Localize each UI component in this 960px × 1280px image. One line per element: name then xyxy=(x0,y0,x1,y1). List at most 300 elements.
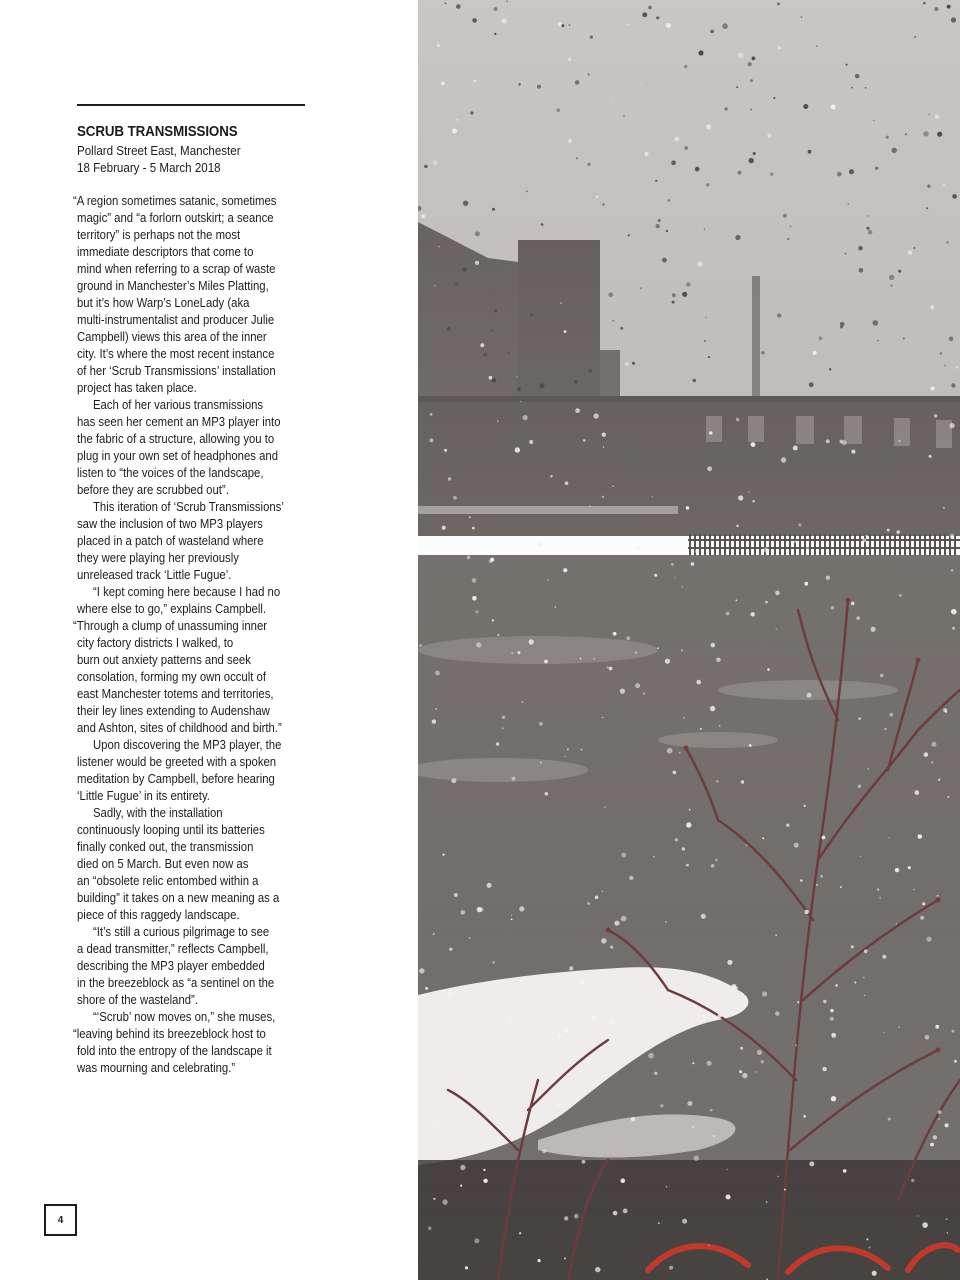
snowflake xyxy=(875,167,878,170)
snowflake xyxy=(816,45,818,47)
snowflake xyxy=(658,219,661,222)
snowflake xyxy=(777,1176,779,1178)
snowflake xyxy=(687,1101,692,1106)
snowflake xyxy=(625,362,629,366)
snowflake xyxy=(706,124,711,129)
snowflake xyxy=(951,569,953,571)
snowflake xyxy=(872,1271,877,1276)
snowflake xyxy=(495,310,497,312)
snowflake xyxy=(432,719,436,723)
article-line: was mourning and celebrating.” xyxy=(77,1061,236,1075)
snowflake xyxy=(748,491,750,493)
snowflake xyxy=(778,47,781,50)
snowflake xyxy=(502,727,504,729)
snowflake xyxy=(947,796,949,798)
snowflake xyxy=(835,984,838,987)
snowflake xyxy=(888,1118,891,1121)
snowflake xyxy=(917,1215,918,1216)
snowflake xyxy=(930,305,934,309)
snowflake xyxy=(710,1109,713,1112)
snowflake xyxy=(726,1195,731,1200)
snowflake xyxy=(707,1061,712,1066)
snowflake xyxy=(568,58,571,61)
article-line: “A region sometimes satanic, sometimes xyxy=(73,194,277,208)
snowflake xyxy=(569,966,573,970)
article-line: “I kept coming here because I had no xyxy=(93,585,281,599)
snowflake xyxy=(426,1013,427,1014)
snowflake xyxy=(631,1117,635,1121)
snowflake xyxy=(897,530,900,533)
article-line: continuously looping until its batteries xyxy=(77,823,265,837)
snowflake xyxy=(492,330,494,332)
snowflake xyxy=(517,387,521,391)
snowflake xyxy=(672,293,676,297)
snowflake xyxy=(711,643,716,648)
snowflake xyxy=(463,267,467,271)
snowflake xyxy=(784,1189,786,1191)
snowflake xyxy=(419,644,422,647)
snowflake xyxy=(454,893,458,897)
snowflake xyxy=(682,847,685,850)
snowflake xyxy=(797,1001,799,1003)
snowflake xyxy=(705,317,706,318)
snowflake xyxy=(830,1009,833,1012)
snowflake xyxy=(496,742,500,746)
snowflake xyxy=(775,934,777,936)
snowflake xyxy=(831,606,834,609)
snowflake xyxy=(472,527,475,530)
snowflake xyxy=(451,778,456,783)
snowflake xyxy=(613,632,617,636)
snowflake xyxy=(930,1143,934,1147)
snowflake xyxy=(595,1267,600,1272)
article-line: unreleased track ‘Little Fugue’. xyxy=(77,568,232,582)
snowflake xyxy=(483,1109,488,1114)
wasteland-photo xyxy=(418,0,960,1280)
snowflake xyxy=(666,1186,667,1187)
snowflake xyxy=(883,1032,885,1034)
snowflake xyxy=(523,415,528,420)
snowflake xyxy=(749,158,754,163)
snowflake xyxy=(805,910,809,914)
snowflake xyxy=(689,809,691,811)
snowflake xyxy=(690,1021,693,1024)
snowflake xyxy=(448,477,451,480)
snowflake xyxy=(851,87,853,89)
snowflake xyxy=(580,658,582,660)
snowflake xyxy=(475,261,479,265)
snowflake xyxy=(719,725,721,727)
snowflake xyxy=(620,327,623,330)
snowflake xyxy=(865,535,867,537)
snowflake xyxy=(761,351,764,354)
snowflake xyxy=(432,1121,437,1126)
snowflake xyxy=(658,1222,660,1224)
snowflake xyxy=(435,708,437,710)
snowflake xyxy=(707,466,712,471)
snowflake xyxy=(736,525,738,527)
snowflake xyxy=(763,547,768,552)
snowflake xyxy=(596,195,599,198)
snowflake xyxy=(867,227,870,230)
snowflake xyxy=(913,889,914,890)
snowflake xyxy=(563,568,567,572)
snowflake xyxy=(911,1179,914,1182)
snowflake xyxy=(603,447,604,448)
snowflake xyxy=(945,1123,949,1127)
article-line: the fabric of a structure, allowing you to xyxy=(77,432,275,446)
snowflake xyxy=(643,692,645,694)
snowflake xyxy=(648,1053,654,1059)
snowflake xyxy=(851,945,854,948)
snowflake xyxy=(469,516,471,518)
snowflake xyxy=(429,1063,432,1066)
snowflake xyxy=(519,83,521,85)
snowflake xyxy=(487,288,488,289)
snowflake xyxy=(806,547,808,549)
snowflake xyxy=(922,1222,928,1228)
snowflake xyxy=(564,1258,566,1260)
snowflake xyxy=(944,365,946,367)
snowflake xyxy=(656,224,660,228)
snowflake xyxy=(928,114,930,116)
snowflake xyxy=(695,549,699,553)
article-line: listener would be greeted with a spoken xyxy=(77,755,277,769)
snowflake xyxy=(880,674,883,677)
snowflake xyxy=(945,710,947,712)
snowflake xyxy=(692,1062,694,1064)
snowflake xyxy=(588,74,590,76)
snowflake xyxy=(738,171,742,175)
snowflake xyxy=(443,854,445,856)
snowflake xyxy=(950,423,955,428)
snowflake xyxy=(445,3,447,5)
snowflake xyxy=(540,762,542,764)
article-line: immediate descriptors that come to xyxy=(77,245,254,259)
snowflake xyxy=(453,496,457,500)
snowflake xyxy=(843,1169,847,1173)
article-title: SCRUB TRANSMISSIONS xyxy=(77,124,238,140)
article-line: piece of this raggedy landscape. xyxy=(77,908,240,922)
snowflake xyxy=(693,379,696,382)
snowflake xyxy=(655,180,657,182)
snowflake xyxy=(738,495,743,500)
snowflake xyxy=(803,104,808,109)
snowflake xyxy=(581,749,583,751)
snowflake xyxy=(956,366,959,369)
snowflake xyxy=(504,1052,508,1056)
snowflake xyxy=(671,160,676,165)
snowflake xyxy=(683,717,685,719)
snowflake xyxy=(830,1017,834,1021)
snowflake xyxy=(560,302,562,304)
article-line: fold into the entropy of the landscape it xyxy=(77,1044,272,1058)
title-rule xyxy=(77,104,305,106)
snowflake xyxy=(556,108,560,112)
article-line: their ley lines extending to Audenshaw xyxy=(77,704,270,718)
snowflake xyxy=(846,64,848,66)
snowflake xyxy=(879,897,881,899)
snowflake xyxy=(671,563,674,566)
snowflake xyxy=(629,876,633,880)
article-line: has seen her cement an MP3 player into xyxy=(77,415,281,429)
snowflake xyxy=(544,660,548,664)
snowflake xyxy=(624,1005,627,1008)
snowflake xyxy=(761,1060,764,1063)
snowflake xyxy=(858,246,863,251)
snowflake xyxy=(886,136,889,139)
snowflake xyxy=(674,577,675,578)
snowflake xyxy=(691,562,694,565)
snowflake xyxy=(452,129,457,134)
snowflake xyxy=(951,609,957,615)
snowflake xyxy=(490,558,494,562)
article-line: before they are scrubbed out”. xyxy=(77,483,229,497)
snowflake xyxy=(701,914,706,919)
snowflake xyxy=(635,651,638,654)
article-dates: 18 February - 5 March 2018 xyxy=(77,161,221,175)
article-line: but it’s how Warp’s LoneLady (aka xyxy=(77,296,250,310)
snowflake xyxy=(800,16,802,18)
snowflake xyxy=(564,1029,569,1034)
snowflake xyxy=(938,1110,942,1114)
snowflake xyxy=(931,762,933,764)
snowflake xyxy=(800,879,803,882)
snowflake xyxy=(472,18,477,23)
snowflake xyxy=(845,253,847,255)
snowflake xyxy=(908,866,911,869)
snowflake xyxy=(857,616,860,619)
snowflake xyxy=(735,235,740,240)
snowflake xyxy=(430,439,434,443)
snowflake xyxy=(884,728,886,730)
snowflake xyxy=(583,439,586,442)
snowflake xyxy=(519,906,524,911)
snowflake xyxy=(773,97,775,99)
snowflake xyxy=(823,1000,826,1003)
snowflake xyxy=(469,937,471,939)
article-line: ‘Little Fugue’ in its entirety. xyxy=(77,789,210,803)
snowflake xyxy=(480,343,484,347)
snowflake xyxy=(575,80,579,84)
article-line: finally conked out, the transmission xyxy=(77,840,254,854)
snowflake xyxy=(933,1135,937,1139)
article-line: consolation, forming my own occult of xyxy=(77,670,266,684)
snowflake xyxy=(507,352,510,355)
snowflake xyxy=(686,282,690,286)
snowflake xyxy=(709,431,712,434)
snowflake xyxy=(511,1025,514,1028)
article-line: died on 5 March. But even now as xyxy=(77,857,249,871)
snowflake xyxy=(748,62,752,66)
snowflake xyxy=(871,627,876,632)
snowflake xyxy=(767,668,770,671)
snowflake xyxy=(621,853,626,858)
article-line: of her ‘Scrub Transmissions’ installation xyxy=(77,364,276,378)
snowflake xyxy=(775,628,777,630)
snowflake xyxy=(564,756,565,757)
snowflake xyxy=(940,352,943,355)
snowflake xyxy=(908,250,913,255)
snowflake xyxy=(819,337,823,341)
article-line: territory” is perhaps not the most xyxy=(77,228,241,242)
snowflake xyxy=(465,1266,468,1269)
snowflake xyxy=(851,450,855,454)
snowflake xyxy=(935,7,939,11)
snowflake xyxy=(795,1044,797,1046)
snowflake xyxy=(574,380,577,383)
snowflake xyxy=(529,440,533,444)
snowflake xyxy=(492,619,495,622)
snowflake xyxy=(656,16,659,19)
snowflake xyxy=(954,1060,957,1063)
snowflake xyxy=(822,836,826,840)
snowflake xyxy=(710,30,714,34)
snowflake xyxy=(506,0,508,2)
snowflake xyxy=(715,859,717,861)
snowflake xyxy=(937,895,939,897)
article-line: meditation by Campbell, before hearing xyxy=(77,772,275,786)
snowflake xyxy=(550,475,552,477)
snowflake xyxy=(474,80,476,82)
snowflake xyxy=(750,109,752,111)
snowflake xyxy=(424,165,427,168)
article-line: where else to go,” explains Campbell. xyxy=(77,602,267,616)
snowflake xyxy=(674,137,679,142)
snowflake xyxy=(702,983,706,987)
snowflake xyxy=(708,356,710,358)
snowflake xyxy=(607,666,609,668)
snowflake xyxy=(489,1142,491,1144)
snowflake xyxy=(477,907,482,912)
snowflake xyxy=(654,574,657,577)
snowflake xyxy=(487,883,492,888)
snowflake xyxy=(614,921,619,926)
snowflake xyxy=(494,33,496,35)
snowflake xyxy=(497,634,499,636)
article-line: “It’s still a curious pilgrimage to see xyxy=(93,925,270,939)
snowflake xyxy=(923,2,926,5)
snowflake xyxy=(935,114,939,118)
article-location: Pollard Street East, Manchester xyxy=(77,144,241,158)
snowflake xyxy=(519,1232,521,1234)
snowflake xyxy=(587,902,590,905)
snowflake xyxy=(868,230,873,235)
snowflake xyxy=(858,785,862,789)
snowflake xyxy=(475,1128,478,1131)
snowflake xyxy=(636,545,641,550)
snow-scene-illustration xyxy=(418,0,960,1280)
snowflake xyxy=(621,1178,626,1183)
article-line: listen to “the voices of the landscape, xyxy=(77,466,264,480)
article-line: a dead transmitter,” reflects Campbell, xyxy=(77,942,269,956)
snowflake xyxy=(476,642,481,647)
article-line: an “obsolete relic entombed within a xyxy=(77,874,259,888)
snowflake xyxy=(526,190,528,192)
snowflake xyxy=(938,779,941,782)
snowflake xyxy=(736,86,738,88)
snowflake xyxy=(809,1161,814,1166)
article-line: “leaving behind its breezeblock host to xyxy=(73,1027,266,1041)
snowflake xyxy=(831,105,836,110)
snowflake xyxy=(583,1026,585,1028)
article-line: “Through a clump of unassuming inner xyxy=(73,619,268,633)
snowflake xyxy=(708,190,709,191)
snowflake xyxy=(877,889,879,891)
snowflake xyxy=(749,744,752,747)
snowflake xyxy=(862,538,866,542)
snowflake xyxy=(807,693,812,698)
snowflake xyxy=(718,1013,722,1017)
snowflake xyxy=(684,65,687,68)
snowflake xyxy=(568,24,570,26)
snowflake xyxy=(447,991,452,996)
snowflake xyxy=(793,446,798,451)
snowflake xyxy=(515,447,520,452)
snowflake xyxy=(642,12,647,17)
snowflake xyxy=(474,1238,479,1243)
snowflake xyxy=(859,718,861,720)
snowflake xyxy=(447,327,451,331)
snowflake xyxy=(775,1011,780,1016)
snowflake xyxy=(918,834,923,839)
snowflake xyxy=(738,53,744,59)
snowflake xyxy=(864,995,865,996)
snowflake xyxy=(766,1201,768,1203)
snowflake xyxy=(644,152,648,156)
snowflake xyxy=(635,683,640,688)
snowflake xyxy=(839,440,843,444)
snowflake xyxy=(547,579,549,581)
snowflake xyxy=(922,902,925,905)
snowflake xyxy=(757,1050,762,1055)
snowflake xyxy=(899,594,902,597)
snowflake xyxy=(654,1072,657,1075)
snowflake xyxy=(855,74,860,79)
article-line: This iteration of ‘Scrub Transmissions’ xyxy=(93,500,284,514)
snowflake xyxy=(623,1209,628,1214)
snowflake xyxy=(854,981,856,983)
snowflake xyxy=(951,17,956,22)
snowflake xyxy=(682,1219,687,1224)
snowflake xyxy=(804,582,808,586)
snowflake xyxy=(567,748,569,750)
snowflake xyxy=(930,387,934,391)
snowflake xyxy=(826,439,830,443)
snowflake xyxy=(433,1198,435,1200)
article-line: describing the MP3 player embedded xyxy=(77,959,265,973)
snowflake xyxy=(538,542,543,547)
snowflake xyxy=(437,44,440,47)
article-line: saw the inclusion of two MP3 players xyxy=(77,517,263,531)
snowflake xyxy=(952,627,955,630)
snowflake xyxy=(424,1129,427,1132)
snowflake xyxy=(492,378,496,382)
snowflake xyxy=(627,24,628,25)
snowflake xyxy=(595,896,599,900)
snowflake xyxy=(898,440,900,442)
snowflake xyxy=(813,351,817,355)
snowflake xyxy=(511,915,512,916)
snowflake xyxy=(539,722,543,726)
snowflake xyxy=(716,658,721,663)
snowflake xyxy=(923,131,928,136)
snowflake xyxy=(840,886,842,888)
snowflake xyxy=(458,1073,459,1074)
snowflake xyxy=(684,146,687,149)
snowflake xyxy=(740,1047,743,1050)
snowflake xyxy=(428,1227,431,1230)
